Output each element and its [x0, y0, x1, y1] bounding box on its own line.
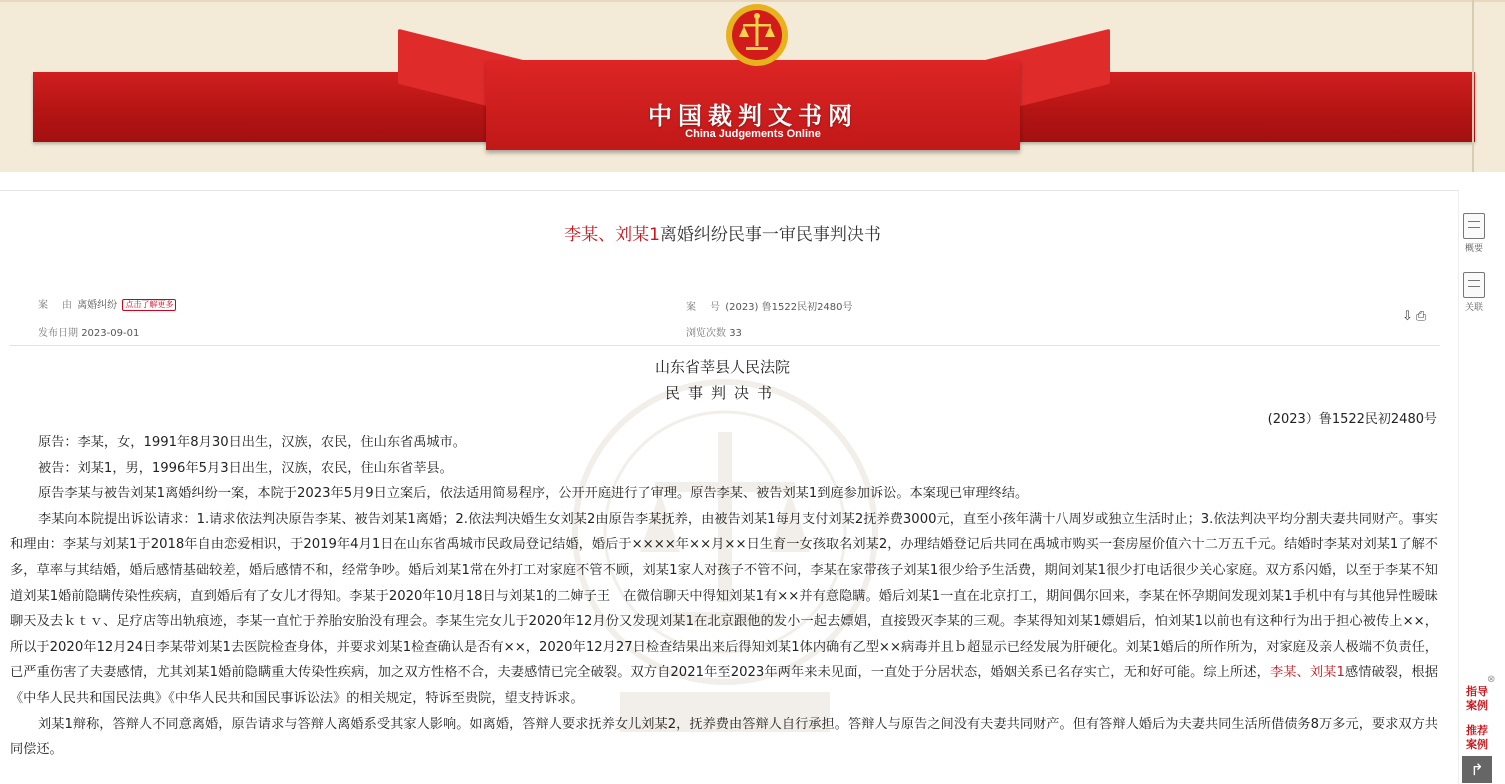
- related-icon: [1463, 272, 1485, 298]
- sidebar-summary-label: 概要: [1464, 244, 1483, 254]
- download-icon[interactable]: ⇩: [1402, 309, 1416, 324]
- meta-views: [686, 324, 742, 339]
- views-value: 33: [729, 328, 742, 339]
- recommend-label-2: 案例: [1466, 738, 1488, 751]
- paragraph-claims: [10, 507, 1438, 712]
- share-icon[interactable]: ↱: [1462, 756, 1492, 783]
- sidebar-related-label: 关联: [1464, 303, 1483, 313]
- site-title: 中国裁判文书网: [648, 102, 858, 130]
- header-right-rule: [1472, 0, 1474, 172]
- caseno-value: (2023) 鲁1522民初2480号: [725, 302, 853, 313]
- paragraph-defendant: 被告：刘某1，男，1996年5月3日出生，汉族，农民，住山东省莘县。: [38, 460, 453, 476]
- document-type: 民事判决书: [664, 384, 780, 402]
- sidebar-summary[interactable]: [1459, 213, 1489, 254]
- document-body: [10, 430, 1438, 763]
- close-icon[interactable]: ⊗: [1487, 674, 1496, 685]
- meta-divider: [10, 345, 1440, 346]
- views-label: 浏览次数: [686, 328, 726, 339]
- guide-label-1: 指导: [1466, 685, 1488, 698]
- sidebar-related[interactable]: [1459, 272, 1489, 313]
- meta-cause: [38, 296, 176, 311]
- site-subtitle: China Judgements Online: [685, 128, 821, 140]
- caseno-label: 案 号: [686, 302, 722, 313]
- national-emblem-icon: [724, 2, 790, 68]
- paragraph-procedure: 原告李某与被告刘某1离婚纠纷一案，本院于2023年5月9日立案后，依法适用简易程序，公开开庭进行了审理。原告李某、被告刘某1到庭参加诉讼。本案现已审理终结。: [38, 486, 1029, 502]
- guide-label-2: 案例: [1466, 699, 1488, 712]
- sidebar-recommend-cases[interactable]: [1462, 724, 1492, 752]
- learn-more-link[interactable]: 点击了解更多: [122, 299, 176, 311]
- claims-text-b: 感情破裂，根据《中华人民共和国民法典》《中华人民共和国民事诉讼法》的相关规定，特诉至贵院，望支持诉求。: [10, 665, 1439, 706]
- title-rest: 离婚纠纷民事一审民事判决书: [659, 225, 881, 245]
- site-header: [0, 0, 1505, 172]
- court-name: 山东省莘县人民法院: [654, 358, 790, 376]
- paragraph-plaintiff: 原告：李某，女，1991年8月30日出生，汉族，农民，住山东省禹城市。: [38, 435, 466, 450]
- case-number: (2023）鲁1522民初2480号: [1267, 412, 1437, 427]
- sidebar-guide-cases[interactable]: [1462, 685, 1492, 713]
- claims-text-a: 李某向本院提出诉讼请求：1.请求依法判决原告李某、被告刘某1离婚；2.依法判决婚生女刘某2由原告李某抚养，由被告刘某1每月支付刘某2抚养费3000元，直至小孩年满十八周岁或独立生活时止；3.依法判决平均分割夫妻共同财产。事实和理由：李某与刘某1于2018年自由恋爱相识，于2019年4月1日在山东省禹城市民政局登记结婚，婚后于××××年××月××日生育一女孩取名刘某2，办理结婚登记后共同在禹城市购买一套房屋价值六十二万五千元。结婚时李某对刘某1了解不多，草率与其结婚，婚后感情基础较差，婚后感情不和，经常争吵。婚后刘某1常在外打工对家庭不管不顾，刘某1家人对孩子不管不问，李某在家带孩子刘某1很少给予生活费，期间刘某1很少打电话很少关心家庭。双方系闪婚，以至于李某不知道刘某1婚前隐瞒传染性疾病，直到婚后有了女儿才得知。李某于2020年10月18日与刘某1的二婶子王 在微信聊天中得知刘某1有××并有意隐瞒。婚后刘某1一直在北京打工，期间偶尔回来，李某在怀孕期间发现刘某1手机中有与其他异性暧昧聊天及去ｋｔｖ、足疗店等出轨痕迹，李某一直忙于养胎安胎没有理会。李某生完女儿于2020年12月份又发现刘某1在北京跟他的发小一起去嫖娼，直接毁灭李某的三观。李某得知刘某1嫖娼后，怕刘某1以前也有这种行为出于担心被传上××，所以于2020年12月24日李某带刘某1去医院检查身体，并要求刘某1检查确认是否有××，2020年12月27日检查结果出来后得知刘某1体内确有乙型××病毒并且ｂ超显示已经发展为肝硬化。刘某1婚后的所作所为，对家庭及亲人极端不负责任，已严重伤害了夫妻感情，尤其刘某1婚前隐瞒重大传染性疾病，加之双方性格不合，夫妻感情已完全破裂。双方自2021年至2023年两年来未见面，一直处于分居状态，婚姻关系已名存实亡，无和好可能。综上所述，: [10, 511, 1438, 681]
- meta-caseno: [686, 298, 853, 313]
- print-icon[interactable]: ⎙: [1415, 309, 1430, 324]
- date-value: 2023-09-01: [81, 328, 140, 339]
- summary-icon: [1463, 213, 1485, 239]
- title-parties: 李某、刘某1: [564, 225, 660, 245]
- document-title: [0, 220, 1445, 245]
- cause-label: 案 由: [38, 300, 74, 311]
- date-label: 发布日期: [38, 328, 78, 339]
- cause-value: 离婚纠纷: [77, 300, 118, 311]
- meta-date: [38, 324, 139, 339]
- document-tools: [1402, 309, 1429, 324]
- paragraph-defense: 刘某1辩称，答辩人不同意离婚，原告请求与答辩人离婚系受其家人影响。如离婚，答辩人要求抚养女儿刘某2，抚养费由答辩人自行承担。答辩人与原告之间没有夫妻共同财产。但有答辩人婚后为夫妻共同生活所借债务8万多元，要求双方共同偿还。: [10, 716, 1438, 758]
- claims-parties: 李某、刘某1: [1269, 665, 1345, 681]
- recommend-label-1: 推荐: [1466, 724, 1488, 737]
